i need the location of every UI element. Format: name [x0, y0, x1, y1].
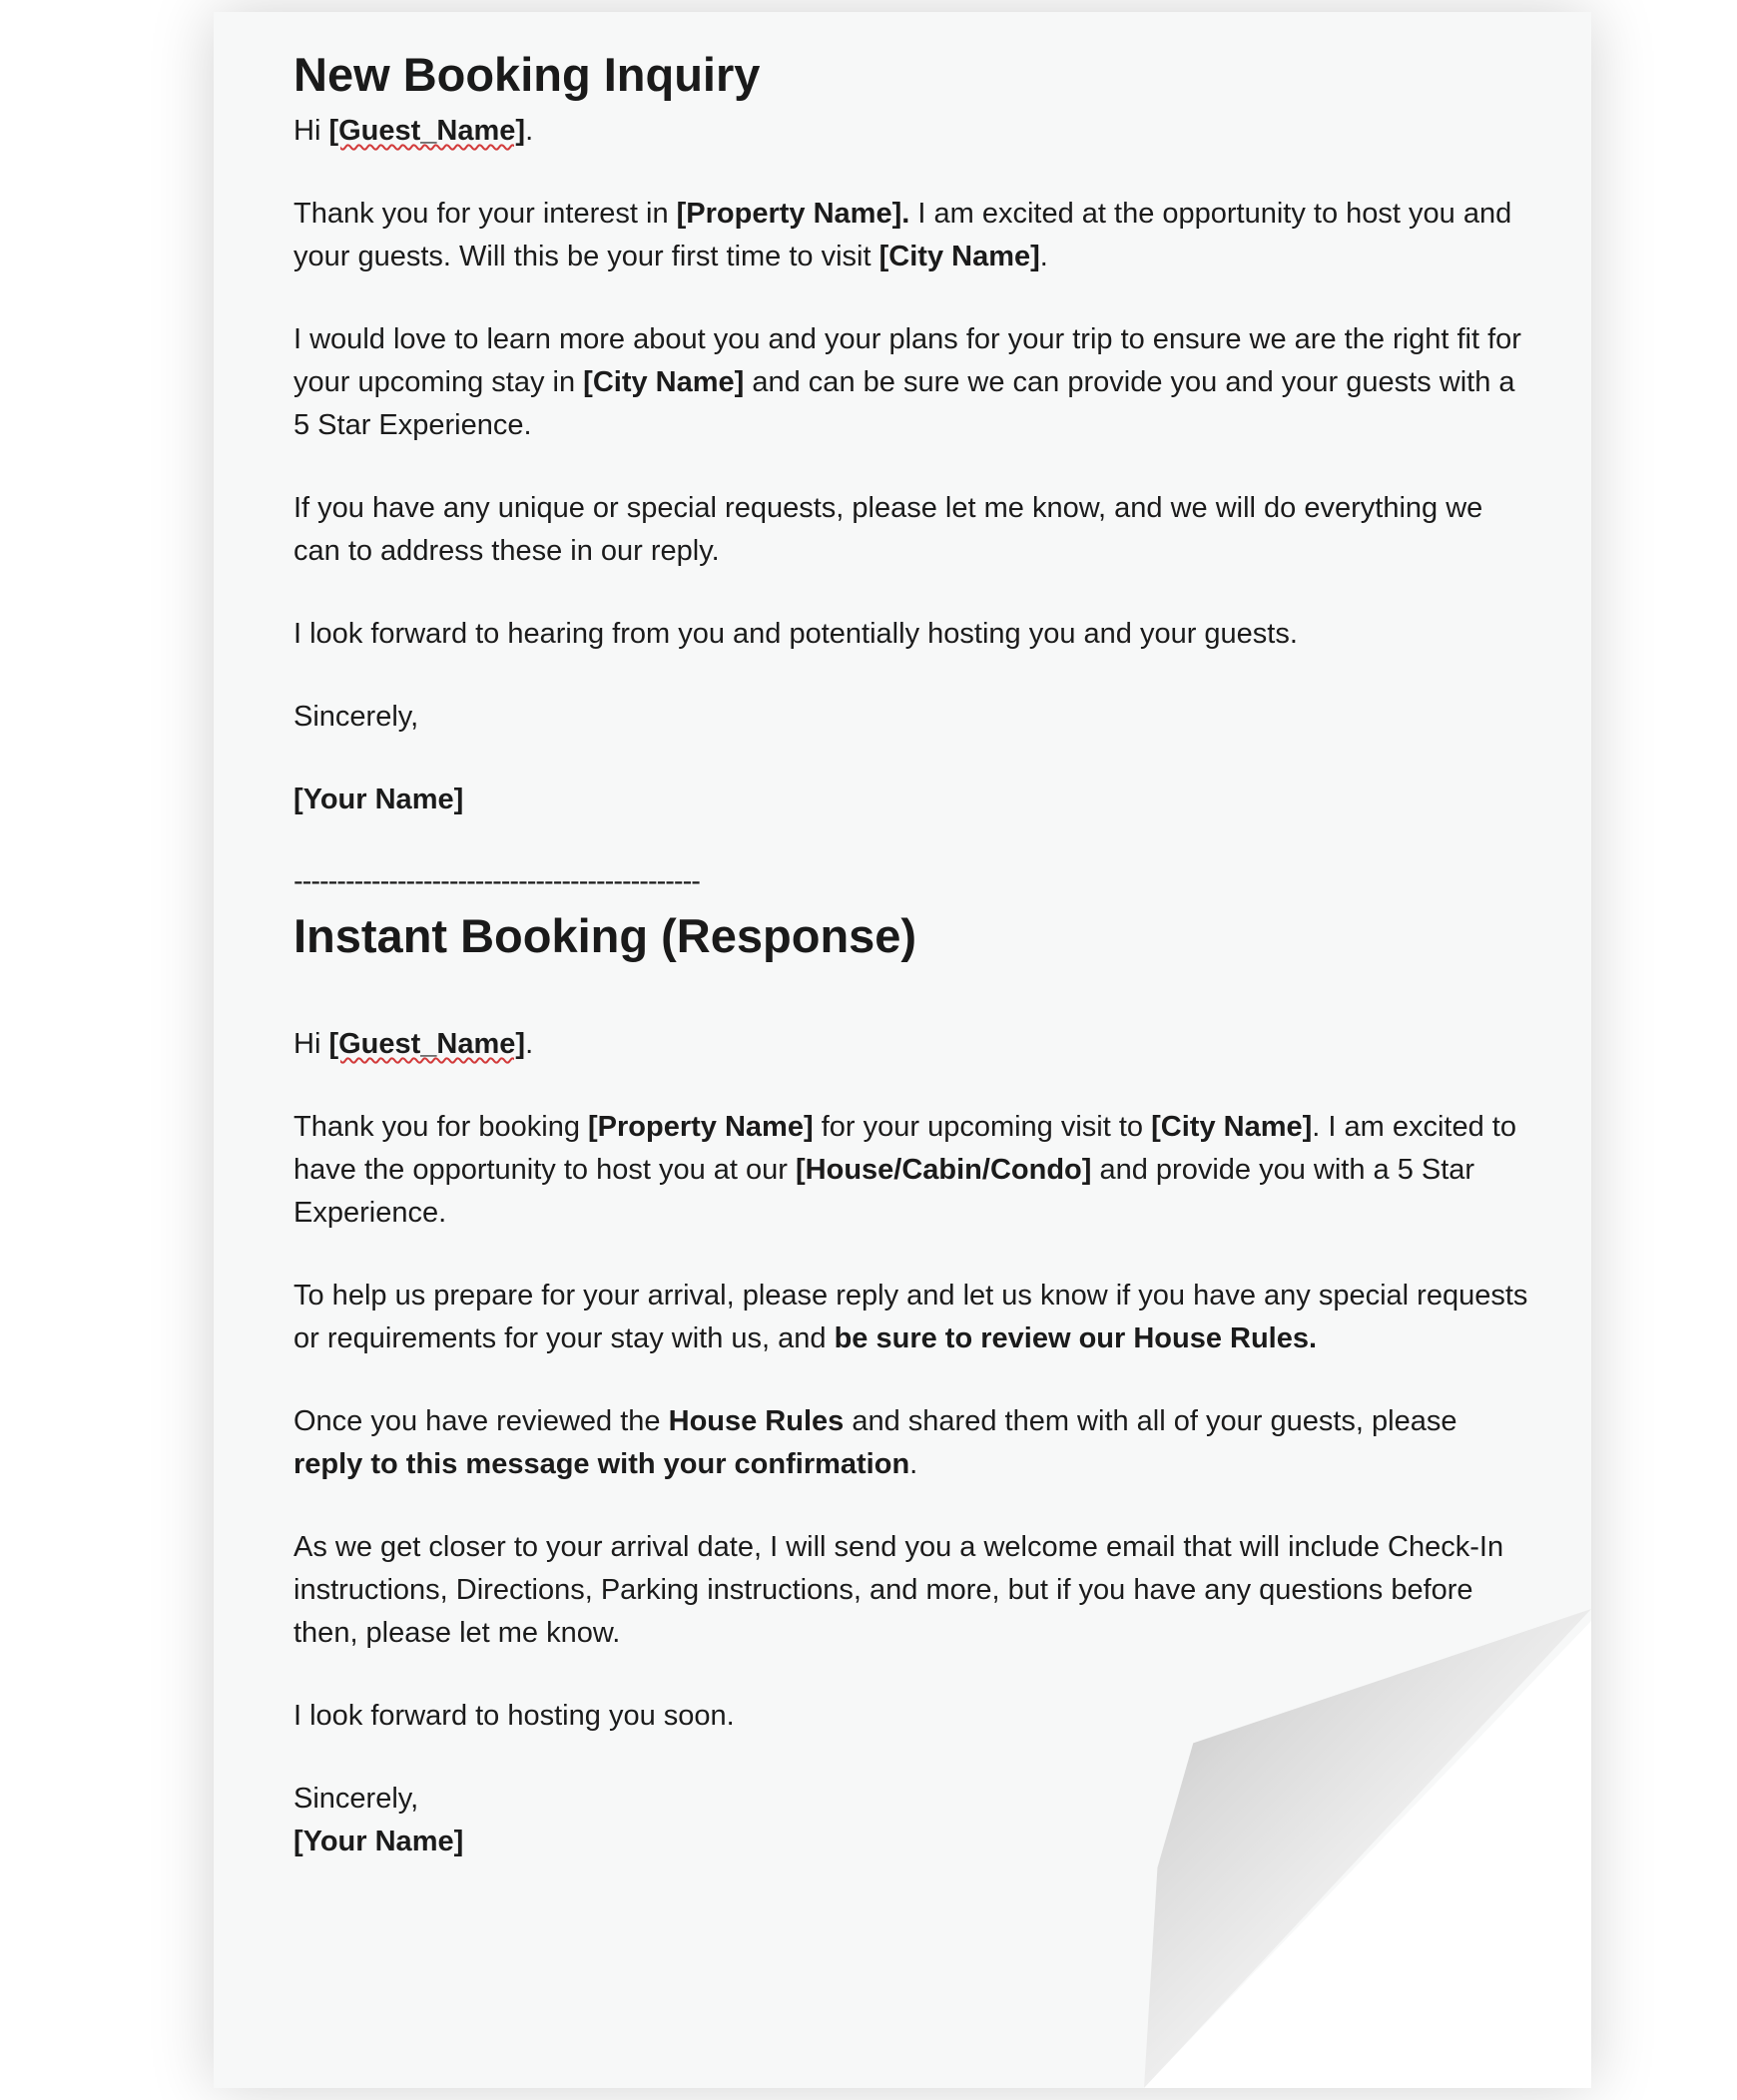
your-name-placeholder: [293, 779, 1531, 821]
text-run: Thank you for booking: [293, 1111, 589, 1143]
paragraph-special-requests: If you have any unique or special requests, please let me know, and we will do everything we can to address these in our reply.: [293, 492, 1483, 567]
city-name-placeholder: [City Name]: [1151, 1111, 1313, 1143]
city-name-placeholder: [City Name]: [583, 366, 745, 398]
guest-name-placeholder: [Guest_Name]: [328, 1028, 526, 1060]
signoff: Sincerely,: [293, 701, 419, 733]
signoff: Sincerely,: [293, 1783, 419, 1815]
text-run: I am excited at the opportunity to host you and your guests. Will this be your first time to visit: [293, 198, 1512, 272]
text-run: . I am excited to have the opportunity to host you at our: [293, 1111, 1516, 1186]
text-run: .: [1039, 241, 1048, 272]
property-type-placeholder: [House/Cabin/Condo]: [796, 1154, 1092, 1186]
your-name-text: [Your Name]: [293, 784, 464, 815]
paragraph-learn-more: [293, 318, 1531, 447]
text-run: Once you have reviewed the: [293, 1405, 669, 1437]
document-body: [293, 40, 1531, 1903]
greeting-punct: .: [525, 115, 534, 147]
your-name-text: [Your Name]: [293, 1826, 464, 1857]
greeting-text: Hi: [293, 115, 329, 147]
section-divider: -----------------------------------------------: [293, 865, 700, 897]
paragraph-welcome-email: As we get closer to your arrival date, I will send you a welcome email that will include Check-In instructions, Directions, Parking instructions, and more, but if you have any questions before then, please let me know.: [293, 1531, 1504, 1649]
text-run: for your upcoming visit to: [813, 1111, 1152, 1143]
text-run: .: [909, 1448, 918, 1480]
reply-confirmation-emphasis: reply to this message with your confirmation: [293, 1448, 910, 1480]
text-run: I would love to learn more about you and your plans for your trip to ensure we are the right fit for your upcoming stay in: [293, 323, 1521, 398]
house-rules-emphasis: House Rules: [668, 1405, 845, 1437]
text-run: Thank you for your interest in: [293, 198, 677, 230]
property-name-placeholder: [Property Name].: [676, 198, 910, 230]
paragraph-thanks-interest: [293, 193, 1531, 278]
section-title-instant-booking: Instant Booking (Response): [293, 909, 917, 962]
greeting-1: [293, 110, 1531, 153]
text-run: and provide you with a 5 Star Experience.: [293, 1154, 1475, 1229]
text-run: and shared them with all of your guests, please: [844, 1405, 1457, 1437]
guest-name-placeholder: [Guest_Name]: [328, 115, 526, 147]
your-name-placeholder: [293, 1821, 1531, 1863]
paragraph-look-forward: I look forward to hearing from you and potentially hosting you and your guests.: [293, 618, 1298, 650]
paragraph-confirmation: [293, 1400, 1531, 1486]
text-run: and can be sure we can provide you and your guests with a 5 Star Experience.: [293, 366, 1515, 441]
property-name-placeholder: [Property Name]: [588, 1111, 814, 1143]
paragraph-prepare-arrival: [293, 1275, 1531, 1360]
section-title-new-booking: New Booking Inquiry: [293, 48, 761, 101]
paragraph-thanks-booking: [293, 1106, 1531, 1235]
paragraph-hosting-soon: I look forward to hosting you soon.: [293, 1700, 735, 1732]
review-house-rules-emphasis: be sure to review our House Rules.: [834, 1322, 1318, 1354]
city-name-placeholder: [City Name]: [878, 241, 1040, 272]
greeting-text: Hi: [293, 1028, 329, 1060]
text-run: To help us prepare for your arrival, please reply and let us know if you have any special requests or requirements for your stay with us, and: [293, 1280, 1528, 1354]
greeting-punct: .: [525, 1028, 534, 1060]
greeting-2: [293, 1023, 1531, 1066]
